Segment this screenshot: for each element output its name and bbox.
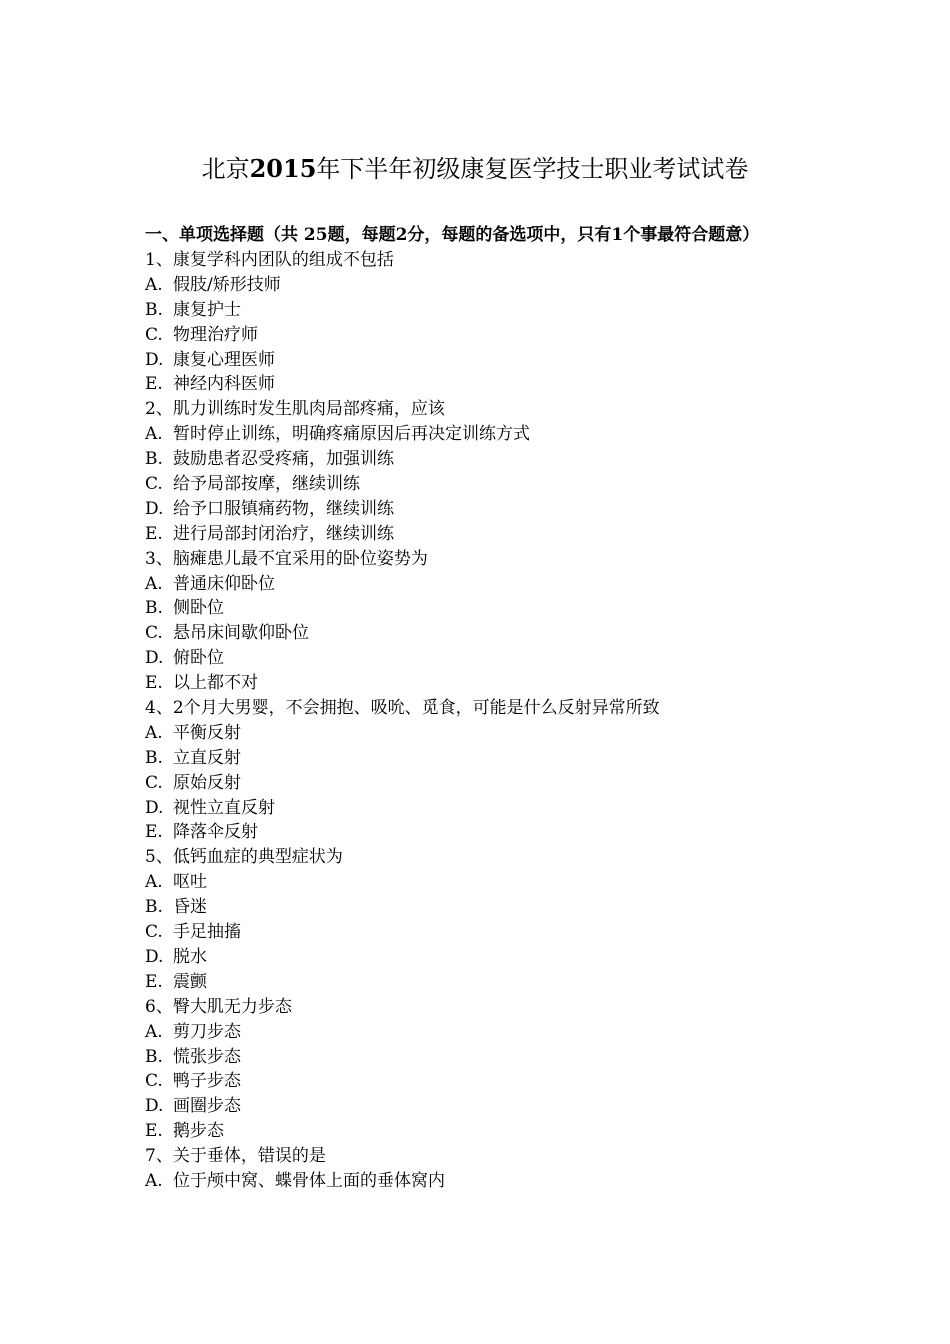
question-block (145, 995, 813, 1144)
answer-option (145, 298, 813, 323)
question-block (145, 845, 813, 994)
answer-option (145, 671, 813, 696)
answer-option (145, 472, 813, 497)
question-stem: 1、康复学科内团队的组成不包括 (145, 250, 394, 270)
option-letter: B. (145, 897, 163, 918)
option-text: 进行局部封闭治疗，继续训练 (173, 523, 394, 544)
answer-option (145, 1020, 813, 1045)
option-text: 立直反射 (173, 747, 241, 768)
answer-option (145, 1045, 813, 1070)
answer-option (145, 796, 813, 821)
option-text: 给予局部按摩，继续训练 (173, 474, 360, 495)
question-block (145, 397, 813, 546)
option-letter: E. (145, 673, 163, 694)
question-stem: 2、肌力训练时发生肌肉局部疼痛，应该 (145, 399, 445, 420)
question-block (145, 1144, 813, 1194)
option-text: 鸭子步态 (173, 1071, 241, 1092)
answer-option (145, 746, 813, 771)
option-letter: A. (145, 573, 163, 594)
answer-option (145, 870, 813, 895)
option-letter: D. (145, 498, 164, 519)
option-text: 位于颅中窝、蝶骨体上面的垂体窝内 (173, 1170, 445, 1191)
option-text: 物理治疗师 (173, 324, 258, 345)
answer-option (145, 1169, 813, 1194)
option-text: 慌张步态 (173, 1046, 241, 1067)
option-letter: A. (145, 1170, 163, 1191)
option-letter: B. (145, 299, 163, 320)
option-text: 鼓励患者忍受疼痛，加强训练 (173, 449, 394, 470)
option-letter: C. (145, 623, 163, 644)
title-suffix: 年下半年初级康复医学技士职业考试试卷 (316, 155, 749, 183)
option-letter: E. (145, 523, 163, 544)
option-letter: D. (145, 797, 164, 818)
option-letter: C. (145, 474, 163, 495)
option-text: 康复心理医师 (173, 349, 275, 370)
answer-option (145, 323, 813, 348)
answer-option (145, 273, 813, 298)
answer-option (145, 771, 813, 796)
title-year: 2015 (249, 154, 317, 183)
question-block (145, 696, 813, 845)
option-letter: A. (145, 872, 163, 893)
option-text: 昏迷 (173, 897, 207, 918)
answer-option (145, 572, 813, 597)
option-text: 悬吊床间歇仰卧位 (173, 623, 309, 644)
option-text: 鹅步态 (173, 1121, 224, 1142)
option-letter: E. (145, 374, 163, 395)
answer-option (145, 348, 813, 373)
option-letter: E. (145, 971, 163, 992)
answer-option (145, 945, 813, 970)
answer-option (145, 1119, 813, 1144)
option-text: 手足抽搐 (173, 922, 241, 943)
option-text: 视性立直反射 (173, 797, 275, 818)
document-title (0, 152, 950, 186)
option-letter: D. (145, 349, 164, 370)
option-letter: C. (145, 922, 163, 943)
option-text: 康复护士 (173, 299, 241, 320)
answer-option (145, 596, 813, 621)
answer-option (145, 1094, 813, 1119)
option-letter: C. (145, 772, 163, 793)
option-letter: D. (145, 946, 164, 967)
option-text: 原始反射 (173, 772, 241, 793)
option-text: 剪刀步态 (173, 1021, 241, 1042)
answer-option (145, 1069, 813, 1094)
answer-option (145, 895, 813, 920)
option-letter: C. (145, 1071, 163, 1092)
question-block (145, 248, 813, 397)
option-text: 呕吐 (173, 872, 207, 893)
option-text: 侧卧位 (173, 598, 224, 619)
document-body (145, 223, 813, 1194)
option-text: 以上都不对 (173, 673, 258, 694)
option-letter: B. (145, 598, 163, 619)
option-letter: D. (145, 1096, 164, 1117)
question-stem: 5、低钙血症的典型症状为 (145, 847, 343, 868)
answer-option (145, 820, 813, 845)
option-letter: D. (145, 648, 164, 669)
answer-option (145, 621, 813, 646)
option-text: 神经内科医师 (173, 374, 275, 395)
option-text: 给予口服镇痛药物，继续训练 (173, 498, 394, 519)
option-text: 平衡反射 (173, 722, 241, 743)
option-text: 普通床仰卧位 (173, 573, 275, 594)
answer-option (145, 522, 813, 547)
option-letter: A. (145, 424, 163, 445)
answer-option (145, 447, 813, 472)
question-stem: 6、臀大肌无力步态 (145, 996, 292, 1017)
option-letter: B. (145, 1046, 163, 1067)
answer-option (145, 970, 813, 995)
option-text: 暂时停止训练，明确疼痛原因后再决定训练方式 (173, 424, 530, 445)
option-letter: C. (145, 324, 163, 345)
option-letter: E. (145, 1121, 163, 1142)
question-list (145, 248, 813, 1194)
option-letter: B. (145, 449, 163, 470)
answer-option (145, 372, 813, 397)
option-text: 降落伞反射 (173, 822, 258, 843)
answer-option (145, 497, 813, 522)
section-heading: 一、单项选择题（共 25题，每题2分，每题的备选项中，只有1个事最符合题意） (145, 225, 760, 245)
question-stem: 3、脑瘫患儿最不宜采用的卧位姿势为 (145, 548, 428, 569)
question-stem: 4、2个月大男婴，不会拥抱、吸吮、觅食，可能是什么反射异常所致 (145, 698, 660, 719)
option-text: 俯卧位 (173, 648, 224, 669)
option-text: 震颤 (173, 971, 207, 992)
answer-option (145, 422, 813, 447)
answer-option (145, 920, 813, 945)
option-letter: A. (145, 274, 163, 295)
title-prefix: 北京 (201, 155, 250, 183)
option-letter: B. (145, 747, 163, 768)
option-letter: E. (145, 822, 163, 843)
option-letter: A. (145, 1021, 163, 1042)
option-text: 画圈步态 (173, 1096, 241, 1117)
option-text: 假肢/矫形技师 (173, 274, 281, 295)
question-stem: 7、关于垂体，错误的是 (145, 1146, 326, 1167)
question-block (145, 547, 813, 696)
option-letter: A. (145, 722, 163, 743)
answer-option (145, 646, 813, 671)
option-text: 脱水 (173, 946, 207, 967)
answer-option (145, 721, 813, 746)
